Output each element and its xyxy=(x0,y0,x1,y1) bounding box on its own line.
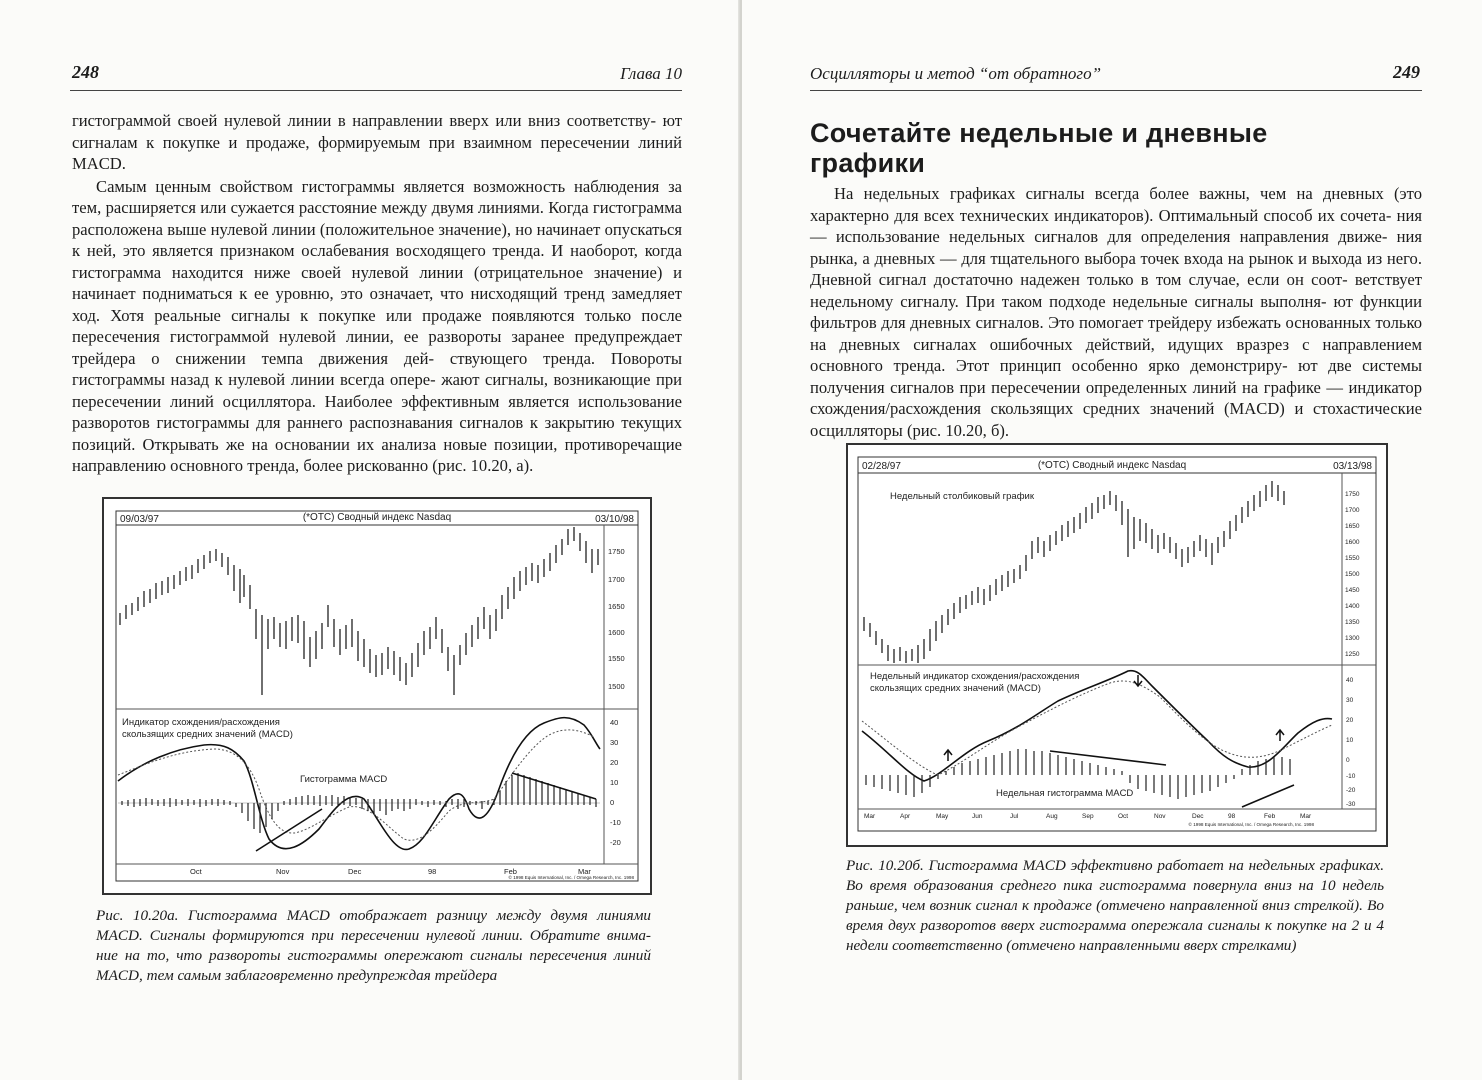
macd-tick: 40 xyxy=(1346,677,1354,684)
month-label: Mar xyxy=(864,813,876,820)
signal-line xyxy=(118,730,594,840)
date-end: 03/13/98 xyxy=(1333,461,1372,472)
macd-label-line-2: скользящих средних значений (MACD) xyxy=(870,683,1041,694)
price-tick: 1650 xyxy=(1345,523,1360,530)
month-label: 98 xyxy=(428,867,437,876)
histogram-trend-line xyxy=(1050,751,1166,765)
right-page xyxy=(742,0,1482,1080)
macd-label-line-1: Недельный индикатор схождения/расхождения xyxy=(870,671,1080,682)
price-tick: 1300 xyxy=(1345,635,1360,642)
month-label: Jul xyxy=(1010,813,1019,820)
macd-label-line-1: Индикатор схождения/расхождения xyxy=(122,717,280,728)
macd-tick: -30 xyxy=(1346,801,1356,808)
left-body-text xyxy=(72,110,682,478)
month-label: Oct xyxy=(190,867,202,876)
running-head-left: Глава 10 xyxy=(620,64,682,83)
price-tick: 1550 xyxy=(608,654,625,663)
page-number-left: 248 xyxy=(72,62,99,82)
buy-arrow-icon xyxy=(1276,730,1284,741)
macd-tick: 20 xyxy=(1346,717,1354,724)
section-heading: Сочетайте недельные и дневные графики xyxy=(810,118,1268,178)
macd-tick: 20 xyxy=(610,758,619,767)
macd-tick: 10 xyxy=(1346,737,1354,744)
price-tick: 1400 xyxy=(1345,603,1360,610)
chart-title: (*OTC) Сводный индекс Nasdaq xyxy=(1037,460,1187,471)
price-tick: 1450 xyxy=(1345,587,1360,594)
price-tick: 1700 xyxy=(1345,507,1360,514)
price-tick: 1600 xyxy=(608,628,625,637)
date-start: 02/28/97 xyxy=(862,461,901,472)
sell-arrow-icon xyxy=(1134,675,1142,686)
price-tick: 1350 xyxy=(1345,619,1360,626)
chart-10-20a xyxy=(104,499,650,893)
figure-10-20a xyxy=(102,497,652,895)
paragraph: На недельных графиках сигналы всегда более важны, чем на дневных (это характерно для всех технических индикаторов). Оптимальный способ их сочета- ния — использование недельных сигналов для определения направления движе- ния рынка, а дневных — для тщательного выбора точек входа на рынок и выхода из него. Дневной сигнал достаточно надежен только в том случае, если он соот- ветствует недельному сигналу. При таком подходе недельные сигналы выполня- ют функции фильтров для дневных сигналов. Это помогает трейдеру избежать основанных только на дневных сигналах ошибочных действий, идущих вразрез с направлением основного тренда. Этот принцип особенно ярко демонстриру- ют две системы получения сигналов при пересечении определенных линий на графике — индикатор схождения/расхождения скользящих средних значений (MACD) и стохастические осцилляторы (рис. 10.20, б). xyxy=(810,184,1422,440)
month-label: Dec xyxy=(348,867,362,876)
month-label: Jun xyxy=(972,813,983,820)
left-page-header xyxy=(70,58,682,91)
month-label: Oct xyxy=(1118,813,1129,820)
histogram-label: Недельная гистограмма MACD xyxy=(996,788,1134,799)
figure-caption-right: Рис. 10.20б. Гистограмма MACD эффективно работает на недельных графиках. Во время образования среднего пика гистограмма повернула вниз на 10 недель раньше, чем возник сигнал к продаже (отмечено направленной вниз стрелкой). Во время двух разворотов вверх гистограмма опережала сигналы к покупке на 2 и 4 недели соответственно (отмечено направленными вверх стрелками) xyxy=(846,857,1384,954)
chart-credit: © 1998 Equis International, Inc. / Omega Research, Inc. 1998 xyxy=(1188,822,1314,827)
figure-caption-left: Рис. 10.20а. Гистограмма MACD отображает разницу между двумя линиями MACD. Сигналы формируются при пересечении нулевой линии. Обратите внима- ние на то, что развороты гистограммы опережают сигналы пересечения линий MACD, тем самым заблаговременно предупреждая трейдера xyxy=(96,907,651,984)
price-tick: 1550 xyxy=(1345,555,1360,562)
price-bars xyxy=(120,527,598,695)
chart-credit: © 1998 Equis International, Inc. / Omega Research, Inc. 1998 xyxy=(508,875,634,880)
macd-tick: -10 xyxy=(610,818,621,827)
price-tick: 1500 xyxy=(608,682,625,691)
price-tick: 1600 xyxy=(1345,539,1360,546)
price-tick: 1750 xyxy=(608,547,625,556)
month-label: Nov xyxy=(276,867,290,876)
month-label: Aug xyxy=(1046,813,1058,820)
chart-10-20b xyxy=(848,445,1386,845)
macd-axis-ticks xyxy=(610,718,621,847)
price-tick: 1750 xyxy=(1345,491,1360,498)
macd-label-line-2: скользящих средних значений (MACD) xyxy=(122,729,293,740)
macd-tick: 30 xyxy=(610,738,619,747)
buy-arrow-icon xyxy=(944,750,952,761)
macd-tick: 40 xyxy=(610,718,619,727)
month-label: Nov xyxy=(1154,813,1166,820)
macd-tick: 0 xyxy=(610,798,615,807)
macd-tick: -20 xyxy=(610,838,621,847)
signal-line xyxy=(862,681,1332,775)
weekly-price-bars xyxy=(864,481,1284,663)
month-label: Apr xyxy=(900,813,911,820)
macd-tick: 30 xyxy=(1346,697,1354,704)
price-tick: 1650 xyxy=(608,602,625,611)
month-labels xyxy=(864,813,1312,820)
figure-10-20b xyxy=(846,443,1388,847)
macd-tick: 10 xyxy=(610,778,619,787)
price-axis-ticks xyxy=(608,547,625,691)
paragraph: гистограммой своей нулевой линии в направлении вверх или вниз соответству- ют сигналам к покупке и продаже, формируемым при взаимном пересечении линий MACD. xyxy=(72,111,682,173)
macd-tick: 0 xyxy=(1346,757,1350,764)
right-page-header xyxy=(810,58,1422,91)
histogram-trend-line xyxy=(1242,785,1294,807)
chart-title: (*OTC) Сводный индекс Nasdaq xyxy=(302,512,452,523)
price-tick: 1250 xyxy=(1345,651,1360,658)
macd-tick: -20 xyxy=(1346,787,1356,794)
histogram-label: Гистограмма MACD xyxy=(300,774,388,785)
price-axis-ticks xyxy=(1345,491,1360,658)
month-label: Sep xyxy=(1082,813,1094,820)
month-label: Feb xyxy=(1264,813,1276,820)
price-tick: 1500 xyxy=(1345,571,1360,578)
macd-axis-ticks xyxy=(1346,677,1356,808)
date-end: 03/10/98 xyxy=(595,514,634,525)
running-head-right: Осцилляторы и метод “от обратного” xyxy=(810,64,1102,83)
price-tick: 1700 xyxy=(608,575,625,584)
left-page xyxy=(0,0,740,1080)
month-label: Mar xyxy=(578,867,591,876)
macd-tick: -10 xyxy=(1346,773,1356,780)
month-label: Feb xyxy=(504,867,517,876)
right-body-text xyxy=(810,183,1422,442)
month-label: 98 xyxy=(1228,813,1236,820)
month-label: Mar xyxy=(1300,813,1312,820)
paragraph: Самым ценным свойством гистограммы является возможность наблюдения за тем, расширяется или сужается расстояние между двумя линиями. Когда гистограмма расположена выше нулевой линии (положительное значение), но начинает опускаться к ней, это является признаком ослабевания восходящего тренда. И наоборот, когда гистограмма находится ниже своей нулевой линии (отрицательное значение) и начинает подниматься к ее уровню, это означает, что нисходящий тренд замедляет ход. Хотя реальные сигналы к покупке или продаже появляются только после пересечения гистограммой нулевой линии, ее развороты заранее предупреждает трейдера о снижении темпа движения дей- ствующего тренда. Повороты гистограммы назад к нулевой линии всегда опере- жают сигналы, возникающие при пересечении линий осциллятора. Наиболее эффективным является использование разворотов гистограммы для раннего распознавания сигналов к закрытию текущих позиций. Открывать же на основании их анализа новые позиции, противоречащие направлению основного тренда, более рискованно (рис. 10.20, а). xyxy=(72,176,682,475)
bar-chart-label: Недельный столбиковый график xyxy=(890,491,1034,502)
month-label: Dec xyxy=(1192,813,1204,820)
date-start: 09/03/97 xyxy=(120,514,159,525)
month-label: May xyxy=(936,813,949,820)
page-number-right: 249 xyxy=(1393,62,1420,82)
